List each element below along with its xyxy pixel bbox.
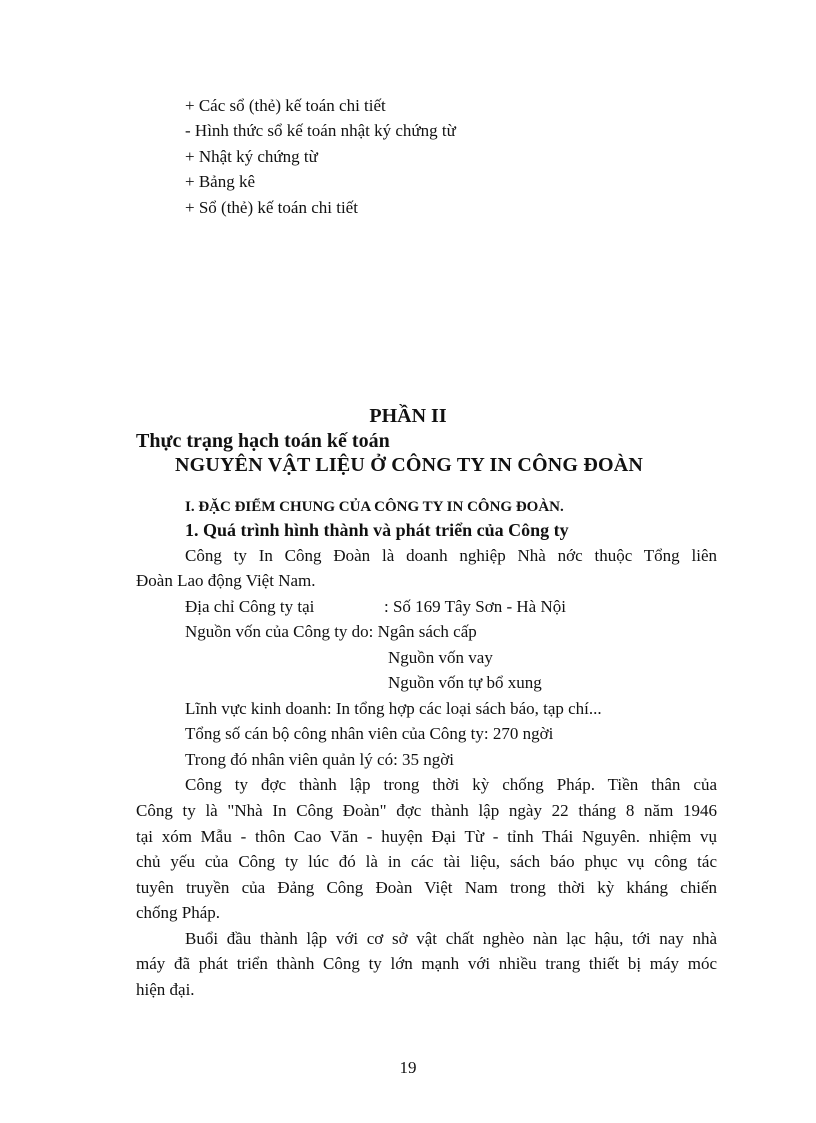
paragraph-line: tuyên truyền của Đảng Công Đoàn Việt Nam trong thời kỳ kháng chiến bbox=[136, 878, 717, 897]
business-field: Lĩnh vực kinh doanh: In tổng hợp các loại sách báo, tạp chí... bbox=[185, 699, 602, 718]
section-subheading: 1. Quá trình hình thành và phát triển của Công ty bbox=[185, 520, 569, 540]
paragraph-line: tại xóm Mẫu - thôn Cao Văn - huyện Đại Từ - tỉnh Thái Nguyên. nhiệm vụ bbox=[136, 827, 717, 846]
part-title-line1: Thực trạng hạch toán kế toán bbox=[136, 430, 390, 452]
capital-label: Nguồn vốn của Công ty do: Ngân sách cấp bbox=[185, 622, 477, 641]
list-item: + Bảng kê bbox=[185, 172, 256, 191]
page-number: 19 bbox=[399, 1058, 417, 1077]
staff-management: Trong đó nhân viên quản lý có: 35 ngời bbox=[185, 750, 455, 769]
paragraph-line: Công ty In Công Đoàn là doanh nghiệp Nhà nớc thuộc Tổng liên bbox=[185, 546, 717, 565]
part-title-line2: NGUYÊN VẬT LIỆU Ở CÔNG TY IN CÔNG ĐOÀN bbox=[175, 454, 644, 476]
staff-total: Tổng số cán bộ công nhân viên của Công ty: 270 ngời bbox=[185, 724, 554, 743]
list-item: + Sổ (thẻ) kế toán chi tiết bbox=[185, 198, 358, 217]
list-item: + Các sổ (thẻ) kế toán chi tiết bbox=[185, 96, 386, 115]
paragraph-line: Đoàn Lao động Việt Nam. bbox=[136, 571, 316, 590]
section-heading: I. ĐẶC ĐIỂM CHUNG CỦA CÔNG TY IN CÔNG ĐOÀN. bbox=[185, 499, 564, 515]
paragraph-line: Công ty là "Nhà In Công Đoàn" đợc thành lập ngày 22 tháng 8 năm 1946 bbox=[136, 801, 717, 820]
list-item: + Nhật ký chứng từ bbox=[185, 147, 318, 166]
capital-item: Nguồn vốn vay bbox=[388, 648, 493, 667]
paragraph-line: Buổi đầu thành lập với cơ sở vật chất nghèo nàn lạc hậu, tới nay nhà bbox=[185, 929, 717, 948]
capital-item: Nguồn vốn tự bổ xung bbox=[388, 673, 542, 692]
address-label: Địa chỉ Công ty tại bbox=[185, 597, 315, 616]
paragraph-line: chủ yếu của Công ty lúc đó là in các tài liệu, sách báo phục vụ công tác bbox=[136, 852, 717, 871]
paragraph-line: chống Pháp. bbox=[136, 903, 221, 922]
part-label: PHẦN II bbox=[369, 405, 447, 427]
paragraph-line: máy đã phát triển thành Công ty lớn mạnh với nhiều trang thiết bị máy móc bbox=[136, 954, 717, 973]
list-item: - Hình thức sổ kế toán nhật ký chứng từ bbox=[185, 121, 456, 140]
address-value: : Số 169 Tây Sơn - Hà Nội bbox=[384, 597, 566, 616]
paragraph-line: hiện đại. bbox=[136, 980, 195, 999]
paragraph-line: Công ty đợc thành lập trong thời kỳ chống Pháp. Tiền thân của bbox=[185, 775, 717, 794]
